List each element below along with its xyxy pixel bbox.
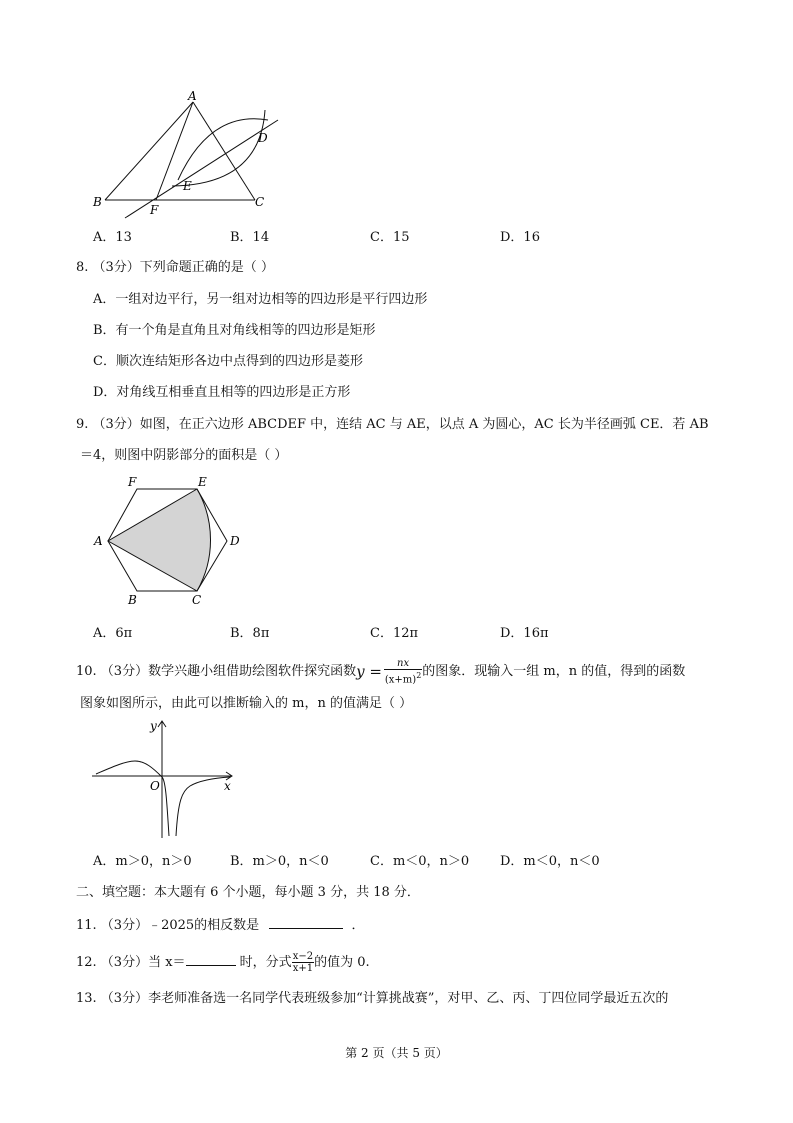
q11-answer-blank[interactable] — [269, 916, 343, 929]
q12-frac-numerator: x−2 — [292, 951, 314, 962]
q10-curve-left — [96, 761, 169, 836]
q7-label-c: C — [255, 195, 265, 209]
q9-label-a: A — [94, 534, 103, 548]
q7-option-b: B．14 — [230, 230, 270, 245]
q10-option-a: A．m＞0，n＞0 — [93, 854, 192, 869]
q10-formula-numerator: nx — [384, 658, 422, 670]
q9-shaded-sector — [108, 489, 211, 591]
q11 — [76, 916, 364, 935]
q7-label-f: F — [150, 203, 159, 217]
q10-curve-right — [176, 777, 230, 836]
q8-stem: 8. （3分）下列命题正确的是（ ） — [76, 260, 274, 275]
q9-label-b: B — [128, 593, 137, 607]
q10-stem-suffix: 的图象．现输入一组 m，n 的值，得到的函数 — [422, 664, 686, 680]
q10-x-label: x — [224, 779, 231, 793]
q9-stem-line2: ＝4，则图中阴影部分的面积是（ ） — [80, 448, 288, 463]
q9-stem-line1: 9. （3分）如图，在正六边形 ABCDEF 中，连结 AC 与 AE，以点 A 为圆心，AC 长为半径画弧 CE．若 AB — [76, 417, 709, 432]
q7-option-c: C．15 — [370, 230, 410, 245]
q10-graph — [90, 716, 240, 841]
q9-label-f: F — [128, 475, 137, 489]
q8-option-d: D．对角线互相垂直且相等的四边形是正方形 — [93, 385, 351, 400]
q11-suffix: ． — [351, 918, 365, 933]
q9-label-c: C — [192, 593, 202, 607]
q9-option-b: B．8π — [230, 626, 270, 641]
q10-stem-line1 — [76, 658, 685, 684]
q10-formula-denominator: $(x+m)^2$ — [384, 671, 422, 686]
section2-heading: 二、填空题：本大题有 6 个小题，每小题 3 分，共 18 分． — [76, 885, 420, 900]
q13-stem: 13. （3分）李老师准备选一名同学代表班级参加“计算挑战赛”，对甲、乙、丙、丁四位同学最近五次的 — [76, 991, 669, 1006]
q9-figure — [90, 474, 250, 609]
q12 — [76, 950, 370, 976]
q12-answer-blank[interactable] — [186, 953, 236, 966]
q10-option-d: D．m＜0，n＜0 — [500, 854, 600, 869]
q10-option-c: C．m＜0，n＞0 — [370, 854, 470, 869]
q12-frac-denominator: x+1 — [292, 963, 314, 974]
q10-stem-prefix: 10. （3分）数学兴趣小组借助绘图软件探究函数 — [76, 664, 357, 680]
q8-option-b: B．有一个角是直角且对角线相等的四边形是矩形 — [93, 323, 376, 338]
q10-formula-exponent: 2 — [416, 671, 422, 680]
q10-formula — [356, 658, 422, 685]
q12-fraction — [292, 951, 314, 974]
q7-figure — [90, 90, 290, 225]
q10-origin-label: O — [150, 779, 160, 793]
q7-label-b: B — [93, 195, 102, 209]
q7-label-a: A — [188, 90, 197, 103]
q8-option-a: A．一组对边平行，另一组对边相等的四边形是平行四边形 — [93, 292, 428, 307]
q7-option-d: D．16 — [500, 230, 540, 245]
page-footer: 第 2 页（共 5 页） — [345, 1046, 448, 1060]
q10-y-label: y — [150, 719, 157, 733]
q12-prefix: 12. （3分）当 x＝ — [76, 955, 186, 970]
q10-formula-y: y = — [356, 662, 382, 681]
q10-formula-fraction — [384, 658, 422, 685]
q12-suffix: 的值为 0. — [314, 955, 370, 970]
q7-option-a: A．13 — [93, 230, 132, 245]
q10-stem-line2: 图象如图所示，由此可以推断输入的 m，n 的值满足（ ） — [80, 696, 413, 711]
q7-segment-ac — [193, 102, 255, 200]
q9-label-e: E — [198, 475, 207, 489]
q7-label-d: D — [258, 131, 268, 145]
q8-option-c: C．顺次连结矩形各边中点得到的四边形是菱形 — [93, 354, 363, 369]
q7-label-e: E — [183, 179, 192, 193]
q12-middle: 时，分式 — [235, 955, 292, 970]
q10-option-b: B．m＞0，n＜0 — [230, 854, 329, 869]
q9-label-d: D — [230, 534, 240, 548]
q9-option-a: A．6π — [93, 626, 133, 641]
q9-option-d: D．16π — [500, 626, 549, 641]
q11-prefix: 11. （3分）﹣2025的相反数是 — [76, 918, 260, 933]
q9-option-c: C．12π — [370, 626, 419, 641]
